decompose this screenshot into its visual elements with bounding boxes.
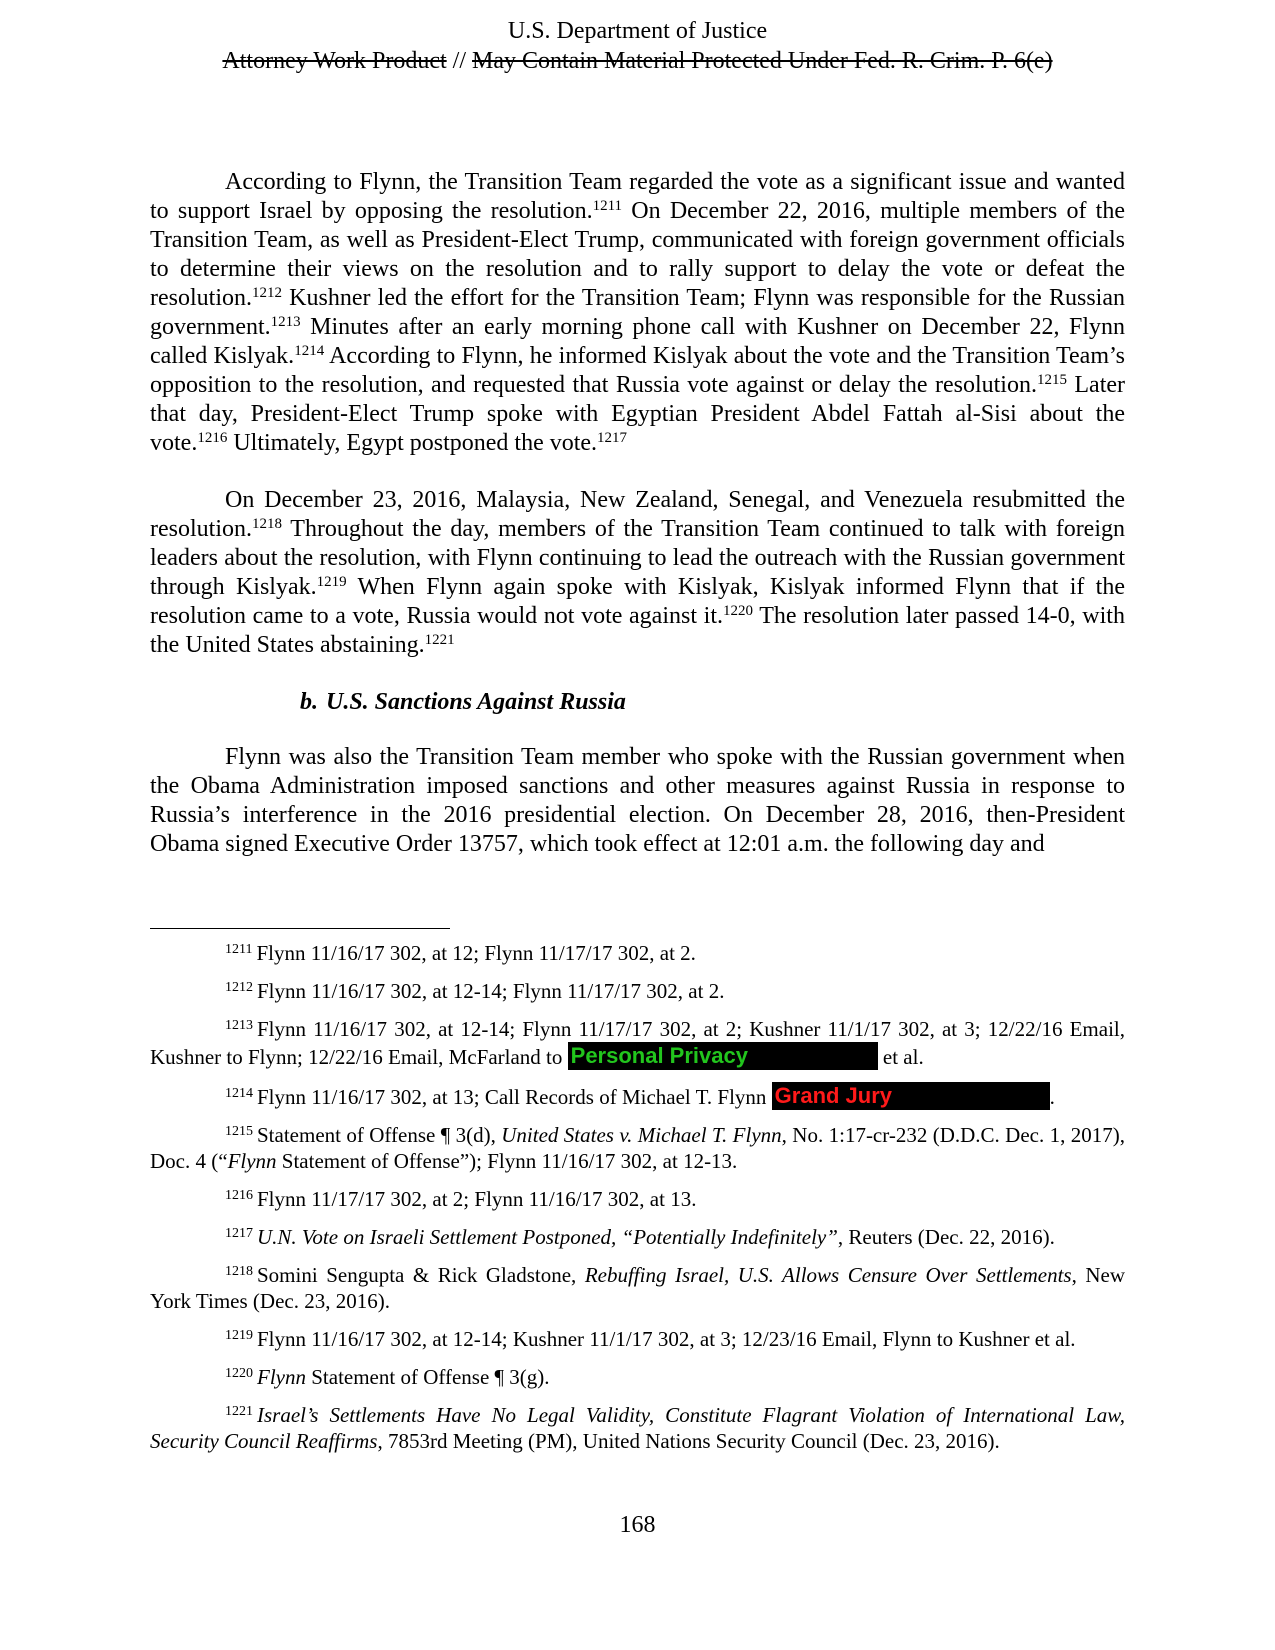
section-subheading xyxy=(300,688,1125,717)
sentence: On December 23, 2016, Malaysia, New Zealand, Senegal, and Venezuela resubmitted the resolution. xyxy=(150,487,1125,542)
footnote-text: Flynn 11/16/17 302, at 12-14; Flynn 11/17/17 302, at 2. xyxy=(257,979,725,1003)
footnote xyxy=(150,1186,1125,1212)
sentence: According to Flynn, the Transition Team regarded the vote as a significant issue and wanted to support Israel by opposing the resolution. xyxy=(150,169,1125,224)
footnote-separator xyxy=(150,928,450,929)
footnote-number: 1211 xyxy=(225,942,253,957)
page-number: 168 xyxy=(619,1512,656,1538)
subheading-letter: b. xyxy=(300,689,318,715)
footnote-text: Statement of Offense ¶ 3(g). xyxy=(305,1365,550,1389)
case-short-name: Flynn xyxy=(227,1149,277,1173)
footnote-number: 1218 xyxy=(225,1264,253,1279)
footnote-text: Flynn 11/16/17 302, at 12-14; Kushner 11/1/17 302, at 3; 12/23/16 Email, Flynn to Kushner et al. xyxy=(257,1327,1076,1351)
footnote-number: 1212 xyxy=(225,980,253,995)
redaction-personal-privacy xyxy=(568,1042,878,1070)
footnote xyxy=(150,1402,1125,1454)
sentence: Later that day, President-Elect Trump spoke with Egyptian President Abdel Fattah al-Sisi about the vote. xyxy=(150,372,1126,456)
footnote xyxy=(150,1364,1125,1390)
footnote xyxy=(150,1224,1125,1250)
footnote-ref: 1216 xyxy=(197,430,228,446)
article-title: Israel’s Settlements Have No Legal Validity, Constitute Flagrant Violation of International Law, Security Council Reaffirms xyxy=(150,1403,1125,1453)
footnote xyxy=(150,1082,1125,1110)
sentence: Throughout the day, members of the Transition Team continued to talk with foreign leaders about the resolution, with Flynn continuing to lead the outreach with the Russian government through Kislyak. xyxy=(150,516,1125,600)
footnote xyxy=(150,1326,1125,1352)
footnote-number: 1214 xyxy=(225,1086,253,1101)
footnote-text: Flynn 11/16/17 302, at 13; Call Records of Michael T. Flynn xyxy=(257,1085,772,1109)
footnote-number: 1221 xyxy=(225,1404,253,1419)
footnote-ref: 1218 xyxy=(252,516,282,532)
sentence: When Flynn again spoke with Kislyak, Kislyak informed Flynn that if the resolution came to a vote, Russia would not vote against it. xyxy=(150,574,1125,629)
footnote-text: Statement of Offense ¶ 3(d), xyxy=(257,1123,502,1147)
footnote-ref: 1213 xyxy=(270,314,301,330)
article-title: U.N. Vote on Israeli Settlement Postponed, “Potentially Indefinitely” xyxy=(257,1225,838,1249)
footnote xyxy=(150,1122,1125,1174)
redaction-label: Personal Privacy xyxy=(570,1043,748,1068)
footnote-text: Flynn 11/16/17 302, at 12; Flynn 11/17/17 302, at 2. xyxy=(256,941,696,965)
marking-grand-jury: May Contain Material Protected Under Fed. R. Crim. P. 6(e) xyxy=(472,48,1053,74)
footnote xyxy=(150,1016,1125,1070)
footnote-ref: 1220 xyxy=(722,603,753,619)
paragraph-israel-vote xyxy=(150,168,1125,458)
footnote-ref: 1212 xyxy=(252,285,282,301)
footnote-text: Flynn 11/16/17 302, at 12-14; Flynn 11/17/17 302, at 2; Kushner 11/1/17 302, at 3; 12/22/16 Email, Kushner to Flynn; 12/22/16 Email, McFarland to xyxy=(150,1017,1125,1069)
sentence: The resolution later passed 14-0, with the United States abstaining. xyxy=(150,603,1125,658)
footnote-number: 1216 xyxy=(225,1188,253,1203)
footnote-number: 1220 xyxy=(225,1366,253,1381)
paragraph-resubmission xyxy=(150,486,1125,660)
sentence: Kushner led the effort for the Transition Team; Flynn was responsible for the Russian government. xyxy=(150,285,1125,340)
footnote-text: , New York Times (Dec. 23, 2016). xyxy=(150,1263,1126,1313)
footnote-text: , Reuters (Dec. 22, 2016). xyxy=(837,1225,1055,1249)
department-title: U.S. Department of Justice xyxy=(507,18,768,44)
footnote-ref: 1211 xyxy=(592,198,623,214)
marking-separator: // xyxy=(446,48,473,74)
footnote-ref: 1219 xyxy=(316,574,347,590)
footnote-number: 1219 xyxy=(225,1328,253,1343)
footnote xyxy=(150,940,1125,966)
work-product-marking xyxy=(0,46,1275,76)
footnote-ref: 1214 xyxy=(294,343,325,359)
footnote-number: 1215 xyxy=(225,1124,253,1139)
subheading-title: U.S. Sanctions Against Russia xyxy=(326,689,626,715)
case-short-name: Flynn xyxy=(257,1365,306,1389)
footnote xyxy=(150,978,1125,1004)
footnotes xyxy=(150,940,1125,1466)
footnote-ref: 1217 xyxy=(597,430,628,446)
page-header xyxy=(0,16,1275,76)
footnote-text: Somini Sengupta & Rick Gladstone, xyxy=(257,1263,585,1287)
redaction-grand-jury xyxy=(772,1082,1050,1110)
footnote-text: , No. 1:17-cr-232 (D.D.C. Dec. 1, 2017), Doc. 4 (“ xyxy=(150,1123,1125,1173)
article-title: Rebuffing Israel, U.S. Allows Censure Over Settlements xyxy=(584,1263,1072,1287)
footnote-text: Flynn 11/17/17 302, at 2; Flynn 11/16/17 302, at 13. xyxy=(257,1187,697,1211)
footnote-ref: 1215 xyxy=(1036,372,1067,388)
footnote-text: , 7853rd Meeting (PM), United Nations Security Council (Dec. 23, 2016). xyxy=(377,1429,1000,1453)
main-body xyxy=(150,168,1125,887)
paragraph-sanctions: Flynn was also the Transition Team member who spoke with the Russian government when the Obama Administration imposed sanctions and other measures against Russia in response to Russia’s interference in the 2016 presidential election. On December 28, 2016, then-President Obama signed Executive Order 13757, which took effect at 12:01 a.m. the following day and xyxy=(150,744,1125,857)
footnote-text: Statement of Offense”); Flynn 11/16/17 302, at 12-13. xyxy=(276,1149,738,1173)
redaction-label: Grand Jury xyxy=(774,1083,893,1108)
footnote-number: 1213 xyxy=(225,1018,253,1033)
footnote-text: . xyxy=(1049,1085,1055,1109)
case-name: United States v. Michael T. Flynn xyxy=(501,1123,782,1147)
footnote-number: 1217 xyxy=(225,1226,253,1241)
sentence: On December 22, 2016, multiple members of the Transition Team, as well as President-Elect Trump, communicated with foreign government officials to determine their views on the resolution and to rally support to delay the vote or defeat the resolution. xyxy=(150,198,1125,311)
footnote-text: et al. xyxy=(877,1045,924,1069)
sentence: According to Flynn, he informed Kislyak about the vote and the Transition Team’s opposition to the resolution, and requested that Russia vote against or delay the resolution. xyxy=(150,343,1125,398)
footnote-ref: 1221 xyxy=(424,632,455,648)
marking-work-product: Attorney Work Product xyxy=(222,48,447,74)
footnote xyxy=(150,1262,1125,1314)
sentence: Ultimately, Egypt postponed the vote. xyxy=(227,430,598,456)
sentence: Minutes after an early morning phone call with Kushner on December 22, Flynn called Kislyak. xyxy=(150,314,1125,369)
